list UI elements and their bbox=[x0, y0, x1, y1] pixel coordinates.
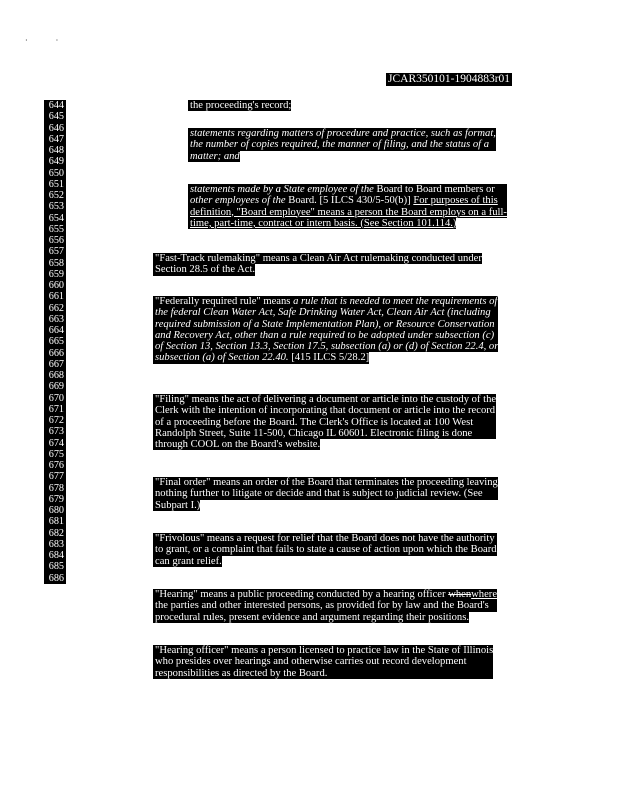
line-number: 669 bbox=[44, 381, 66, 392]
line-number: 646 bbox=[44, 123, 66, 134]
line-number: 672 bbox=[44, 415, 66, 426]
line-number: 656 bbox=[44, 235, 66, 246]
line-number: 681 bbox=[44, 516, 66, 527]
text-line: nothing further to litigate or decide and that is subject to judicial review. (See bbox=[153, 488, 498, 499]
text-line: statements regarding matters of procedure and practice, such as format, bbox=[190, 128, 496, 139]
line-number: 660 bbox=[44, 280, 66, 291]
text-line: "Federally required rule" means a rule that is needed to meet the requirements of bbox=[155, 296, 498, 307]
item-procedure-statements bbox=[188, 128, 496, 162]
text-line: "Fast-Track rulemaking" means a Clean Air Act rulemaking conducted under bbox=[155, 253, 482, 264]
text-line: to grant, or a complaint that fails to state a cause of action upon which the Board bbox=[155, 544, 497, 556]
text-line: matter; and bbox=[190, 150, 240, 162]
line-number: 650 bbox=[44, 168, 66, 179]
line-number: 659 bbox=[44, 269, 66, 280]
definition-final-order bbox=[153, 477, 498, 511]
line-number: 653 bbox=[44, 201, 66, 212]
line-number: 654 bbox=[44, 213, 66, 224]
line-number: 662 bbox=[44, 303, 66, 314]
text-line: procedural rules, present evidence and argument regarding their positions. bbox=[155, 611, 469, 623]
text-line: Clerk with the intention of incorporating that document or article into the record bbox=[155, 405, 496, 417]
line-number: 652 bbox=[44, 190, 66, 201]
line-number: 679 bbox=[44, 494, 66, 505]
line-number: 657 bbox=[44, 246, 66, 257]
line-number: 671 bbox=[44, 404, 66, 415]
line-number: 661 bbox=[44, 291, 66, 302]
text-line: who presides over hearings and otherwise carries out record development bbox=[153, 656, 493, 667]
text-line: "Final order" means an order of the Board that terminates the proceeding leaving bbox=[155, 477, 498, 488]
line-number: 682 bbox=[44, 528, 66, 539]
item-proceeding-record bbox=[188, 100, 291, 111]
text-line: Randolph Street, Suite 11-500, Chicago IL 60601. Electronic filing is done bbox=[153, 428, 496, 439]
text-line: time, part-time, contract or intern basis. (See Section 101.114.) bbox=[190, 217, 457, 229]
text-line: Section 28.5 of the Act. bbox=[155, 264, 256, 276]
definition-federally-required-rule bbox=[153, 296, 498, 364]
line-number: 663 bbox=[44, 314, 66, 325]
definition-fast-track-rulemaking bbox=[153, 253, 482, 276]
line-number: 677 bbox=[44, 471, 66, 482]
line-number: 666 bbox=[44, 348, 66, 359]
text-line: the number of copies required, the manner of filing, and the status of a bbox=[188, 139, 496, 150]
line-number: 676 bbox=[44, 460, 66, 471]
line-number: 658 bbox=[44, 258, 66, 269]
text-line: definition, "Board employee" means a person the Board employs on a full- bbox=[190, 206, 507, 218]
document-id: JCAR350101-1904883r01 bbox=[388, 73, 511, 85]
line-number: 685 bbox=[44, 561, 66, 572]
line-number: 651 bbox=[44, 179, 66, 190]
text-line: Subpart I.) bbox=[155, 499, 201, 511]
text-line: required submission of a State Implementation Plan), or Resource Conservation bbox=[153, 319, 498, 330]
line-number: 668 bbox=[44, 370, 66, 381]
text-line: and Recovery Act, other than a rule required to be adopted under subsection (c) bbox=[153, 330, 498, 341]
text-line: through COOL on the Board's website. bbox=[155, 439, 321, 450]
definition-hearing bbox=[153, 589, 497, 623]
line-number: 670 bbox=[44, 393, 66, 404]
text-line: of Section 13, Section 13.3, Section 17.5, subsection (a) or (d) of Section 22.4, or bbox=[155, 341, 499, 352]
definition-frivolous bbox=[153, 533, 497, 567]
line-number: 678 bbox=[44, 483, 66, 494]
text-line: "Filing" means the act of delivering a document or article into the custody of the bbox=[155, 394, 497, 405]
line-number: 647 bbox=[44, 134, 66, 145]
text-line: can grant relief. bbox=[155, 555, 222, 567]
text-line: responsibilities as directed by the Board. bbox=[153, 668, 493, 679]
line-number: 675 bbox=[44, 449, 66, 460]
text-line: "Hearing officer" means a person licensed to practice law in the State of Illinois bbox=[155, 645, 494, 656]
text-line: subsection (a) of Section 22.40. [415 ILCS 5/28.2] bbox=[155, 352, 370, 364]
line-number: 665 bbox=[44, 336, 66, 347]
text-line: of a proceeding before the Board. The Clerk's Office is located at 100 West bbox=[153, 417, 496, 428]
line-number-gutter bbox=[44, 100, 66, 584]
item-state-employee-statements bbox=[188, 184, 507, 229]
line-number: 644 bbox=[44, 100, 66, 111]
line-number: 683 bbox=[44, 539, 66, 550]
line-number: 649 bbox=[44, 156, 66, 167]
line-number: 686 bbox=[44, 573, 66, 584]
text-line: "Hearing" means a public proceeding conducted by a hearing officer whenwhere bbox=[155, 589, 498, 600]
line-number: 684 bbox=[44, 550, 66, 561]
text-line: other employees of the Board. [5 ILCS 430/5-50(b)] For purposes of this bbox=[188, 195, 507, 206]
line-number: 645 bbox=[44, 111, 66, 122]
line-number: 667 bbox=[44, 359, 66, 370]
line-number: 648 bbox=[44, 145, 66, 156]
line-number: 655 bbox=[44, 224, 66, 235]
text-line: the proceeding's record; bbox=[190, 100, 292, 111]
line-number: 673 bbox=[44, 426, 66, 437]
line-number: 664 bbox=[44, 325, 66, 336]
line-number: 674 bbox=[44, 438, 66, 449]
text-line: statements made by a State employee of the Board to Board members or bbox=[188, 184, 507, 195]
text-line: the parties and other interested persons, as provided for by law and the Board's bbox=[153, 600, 497, 611]
definition-hearing-officer bbox=[153, 645, 493, 679]
text-line: "Frivolous" means a request for relief that the Board does not have the authority bbox=[155, 533, 495, 544]
scan-specks: ·· bbox=[25, 36, 87, 45]
line-number: 680 bbox=[44, 505, 66, 516]
definition-filing bbox=[153, 394, 496, 450]
text-line: the federal Clean Water Act, Safe Drinking Water Act, Clean Air Act (including bbox=[153, 307, 498, 318]
